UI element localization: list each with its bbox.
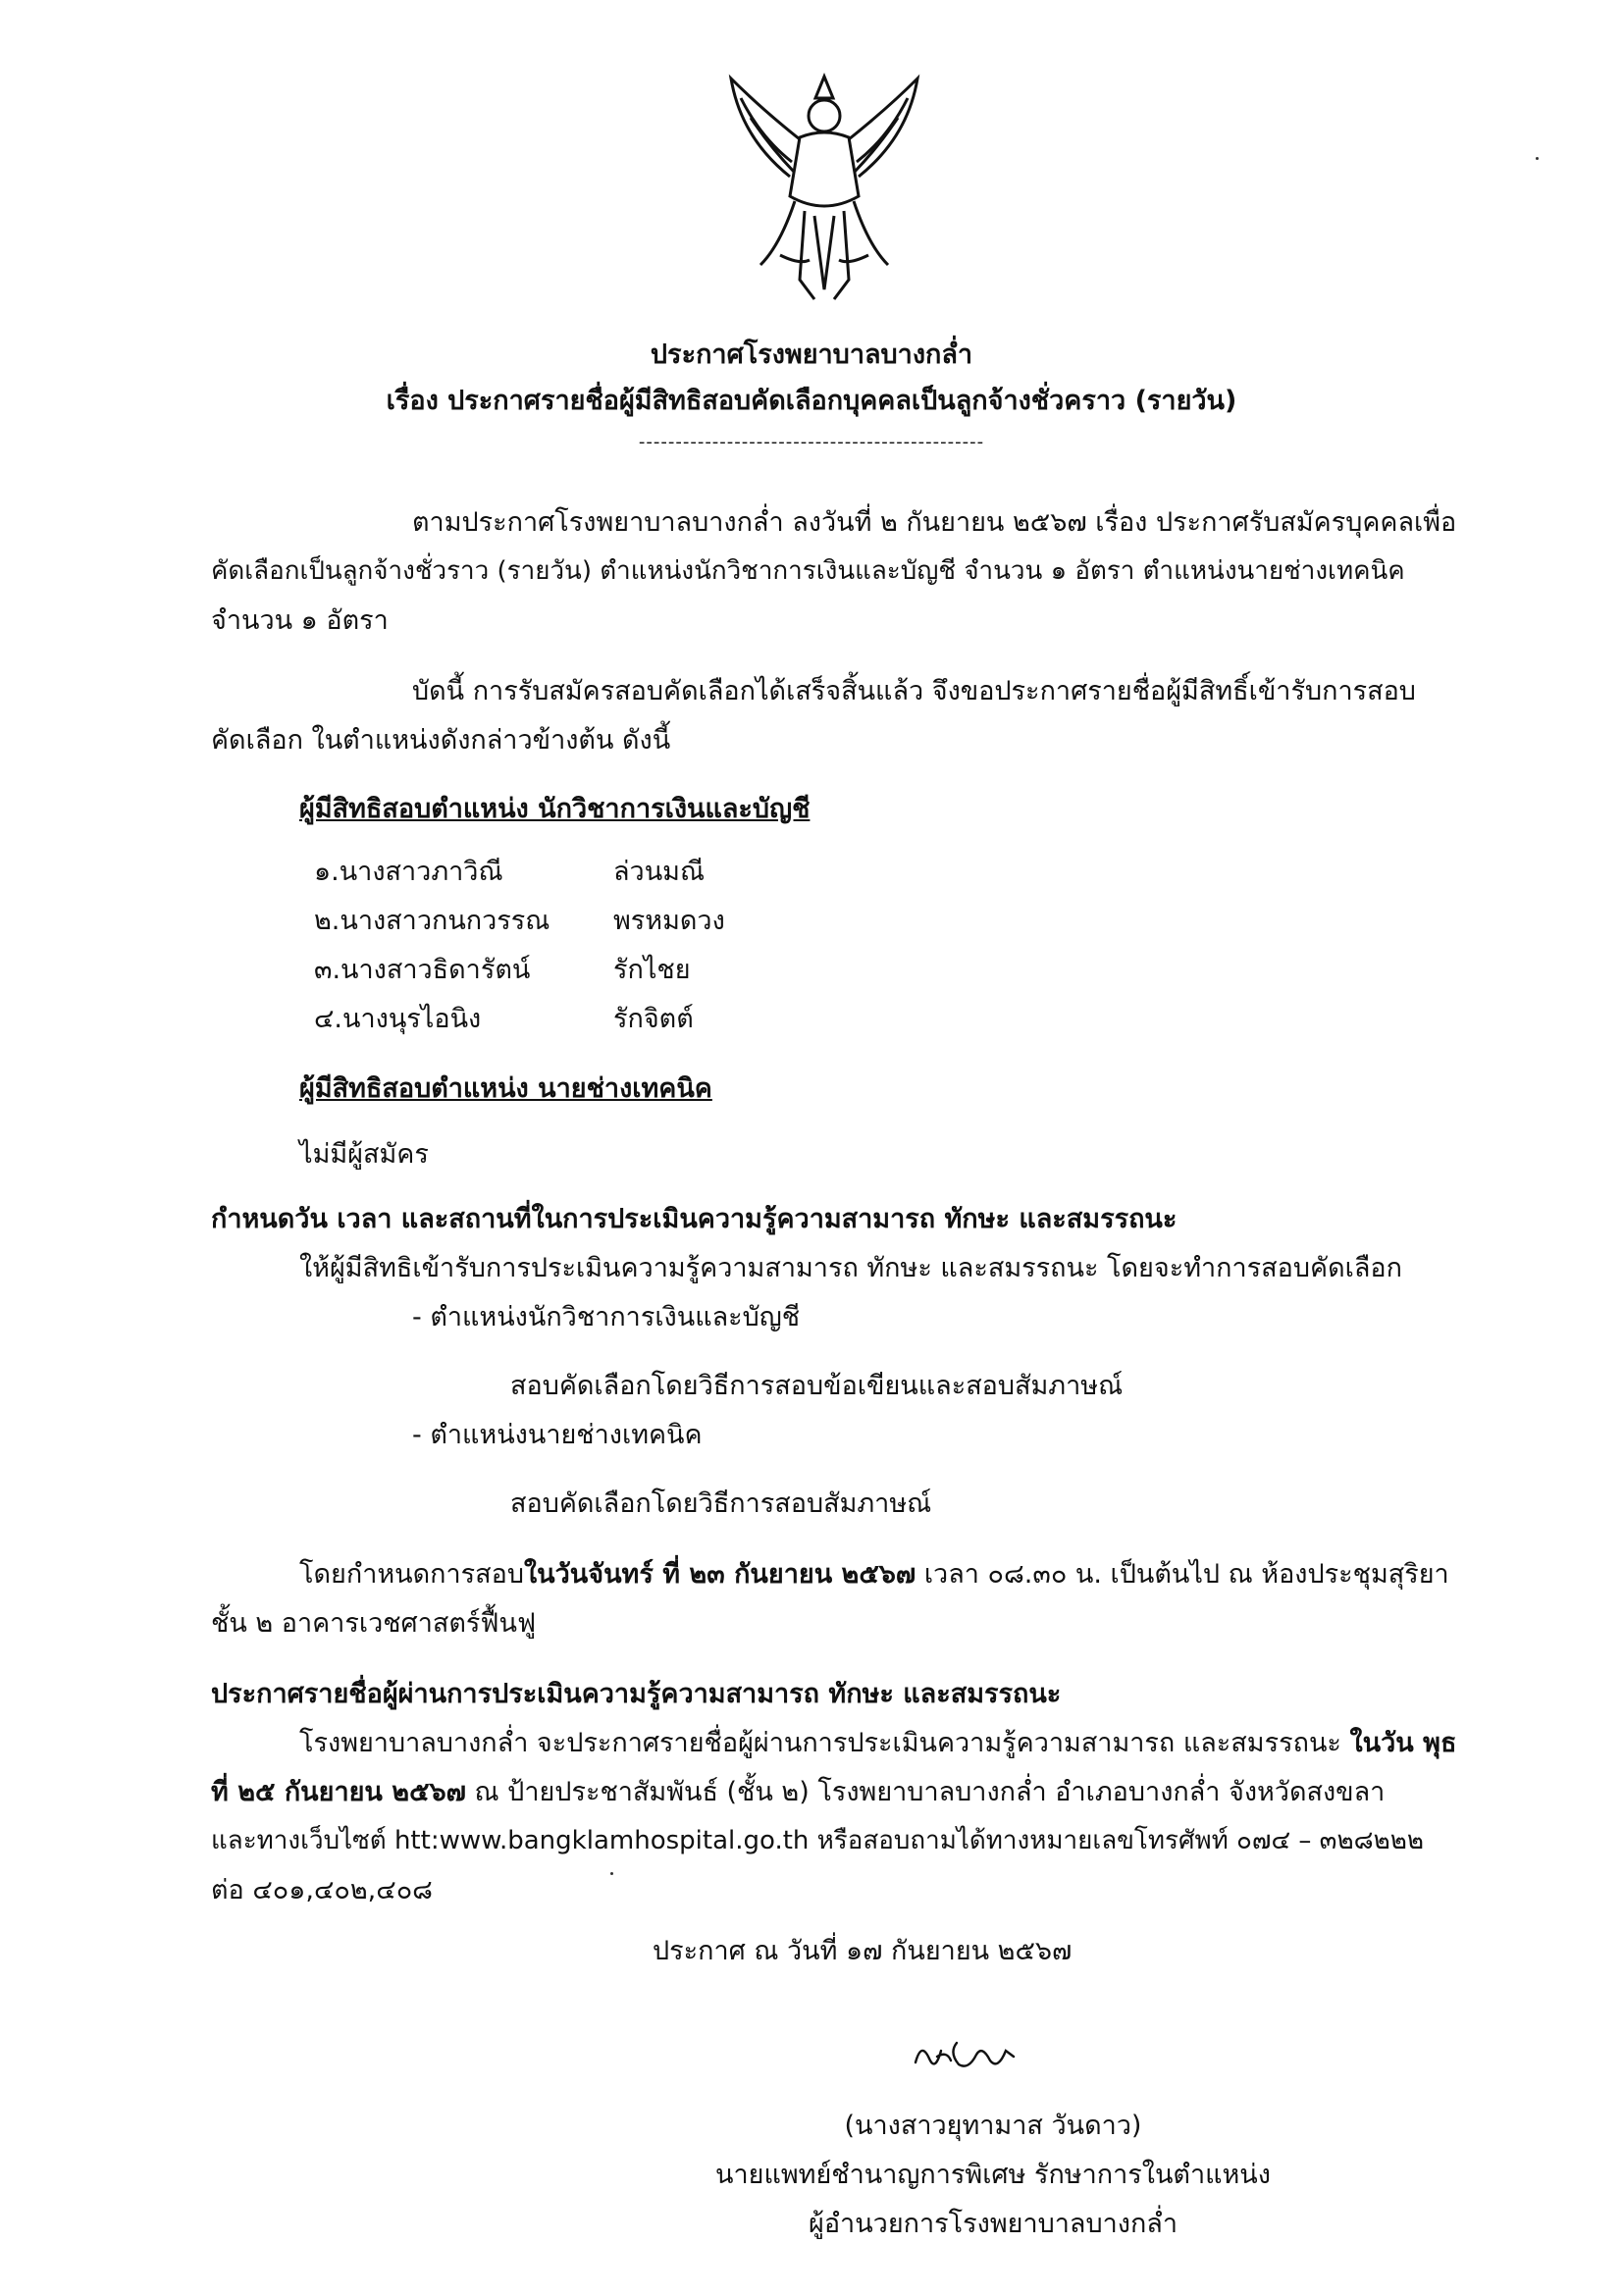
scan-speck [610, 1872, 613, 1875]
results-line-2 [211, 1776, 1385, 1809]
signatory-organization: ผู้อำนวยการโรงพยาบาลบางกล่ำ [809, 2209, 1178, 2239]
paragraph-1-line-3: จำนวน ๑ อัตรา [211, 605, 389, 636]
exam-location-line: ชั้น ๒ อาคารเวชศาสตร์ฟื้นฟู [211, 1608, 537, 1639]
exam-date-line [299, 1558, 1449, 1592]
garuda-emblem-icon [721, 69, 927, 304]
candidate-last-name: รักจิตต์ [613, 1004, 694, 1034]
results-line-2-text: ณ ป้ายประชาสัมพันธ์ (ชั้น ๒) โรงพยาบาลบางกล่ำ อำเภอบางกล่ำ จังหวัดสงขลา [465, 1777, 1386, 1807]
tech-section-note: ไม่มีผู้สมัคร [299, 1139, 429, 1170]
announce-date: ประกาศ ณ วันที่ ๑๗ กันยายน ๒๕๖๗ [653, 1936, 1073, 1966]
schedule-intro: ให้ผู้มีสิทธิเข้ารับการประเมินความรู้ความสามารถ ทักษะ และสมรรถนะ โดยจะทำการสอบคัดเลือก [299, 1253, 1402, 1283]
results-line-4: ต่อ ๔๐๑,๔๐๒,๔๐๘ [211, 1875, 434, 1905]
schedule-heading: กำหนดวัน เวลา และสถานที่ในการประเมินความรู้ความสามารถ ทักษะ และสมรรถนะ [211, 1204, 1178, 1234]
signatory-title: นายแพทย์ชำนาญการพิเศษ รักษาการในตำแหน่ง [715, 2160, 1271, 2190]
candidate-first-name: ๑.นางสาวภาวิณี [314, 857, 503, 887]
candidate-first-name: ๔.นางนุรไอนิง [314, 1004, 482, 1034]
paragraph-1-line-2: คัดเลือกเป็นลูกจ้างชั่วราว (รายวัน) ตำแหน่งนักวิชาการเงินและบัญชี จำนวน ๑ อัตรา ตำแหน่งนายช่างเทคนิค [211, 556, 1405, 586]
candidate-first-name: ๒.นางสาวกนกวรรณ [314, 906, 550, 936]
exam-date-bold: ในวันจันทร์ ที่ ๒๓ กันยายน ๒๕๖๗ [524, 1559, 916, 1590]
schedule-position-2: - ตำแหน่งนายช่างเทคนิค [412, 1420, 703, 1450]
candidate-last-name: ล่วนมณี [613, 857, 706, 887]
candidate-last-name: รักไชย [613, 955, 691, 985]
document-subject: เรื่อง ประกาศรายชื่อผู้มีสิทธิสอบคัดเลือกบุคคลเป็นลูกจ้างชั่วคราว (รายวัน) [386, 386, 1237, 416]
paragraph-1-line-1: ตามประกาศโรงพยาบาลบางกล่ำ ลงวันที่ ๒ กันยายน ๒๕๖๗ เรื่อง ประกาศรับสมัครบุคคลเพื่อ [412, 507, 1457, 538]
signatory-name: (นางสาวยุทามาส วันดาว) [844, 2111, 1142, 2141]
results-line-1 [299, 1727, 1456, 1760]
schedule-position-1: - ตำแหน่งนักวิชาการเงินและบัญชี [412, 1302, 801, 1332]
schedule-position-1-method: สอบคัดเลือกโดยวิธีการสอบข้อเขียนและสอบสัมภาษณ์ [510, 1371, 1124, 1401]
paragraph-2-line-1: บัดนี้ การรับสมัครสอบคัดเลือกได้เสร็จสิ้นแล้ว จึงขอประกาศรายชื่อผู้มีสิทธิ์เข้ารับการสอบ [412, 676, 1416, 706]
results-line-1-text: โรงพยาบาลบางกล่ำ จะประกาศรายชื่อผู้ผ่านการประเมินความรู้ความสามารถ และสมรรถนะ [299, 1728, 1350, 1758]
document-title: ประกาศโรงพยาบาลบางกล่ำ [650, 339, 973, 370]
finance-section-heading: ผู้มีสิทธิสอบตำแหน่ง นักวิชาการเงินและบัญชี [299, 794, 811, 824]
results-heading: ประกาศรายชื่อผู้ผ่านการประเมินความรู้ความสามารถ ทักษะ และสมรรถนะ [211, 1679, 1062, 1709]
exam-date-suffix: เวลา ๐๘.๓๐ น. เป็นต้นไป ณ ห้องประชุมสุริยา [916, 1559, 1449, 1590]
scan-speck [1536, 157, 1539, 160]
schedule-position-2-method: สอบคัดเลือกโดยวิธีการสอบสัมภาษณ์ [510, 1488, 932, 1519]
tech-section-heading: ผู้มีสิทธิสอบตำแหน่ง นายช่างเทคนิค [299, 1073, 712, 1104]
candidate-last-name: พรหมดวง [613, 906, 725, 936]
results-line-3: และทางเว็บไซต์ htt:www.bangklamhospital.go.th หรือสอบถามได้ทางหมายเลขโทรศัพท์ ๐๗๔ – ๓๒๘๒๒๒ [211, 1826, 1425, 1855]
results-date-bold-2: ที่ ๒๕ กันยายน ๒๕๖๗ [211, 1777, 466, 1807]
exam-date-prefix: โดยกำหนดการสอบ [299, 1559, 524, 1590]
handwritten-signature [908, 2021, 1025, 2080]
results-date-bold: ในวัน พุธ [1349, 1728, 1457, 1758]
paragraph-2-line-2: คัดเลือก ในตำแหน่งดังกล่าวข้างต้น ดังนี้ [211, 725, 671, 756]
candidate-first-name: ๓.นางสาวธิดารัตน์ [314, 955, 531, 985]
title-separator: ----------------------------------------------- [638, 432, 985, 452]
